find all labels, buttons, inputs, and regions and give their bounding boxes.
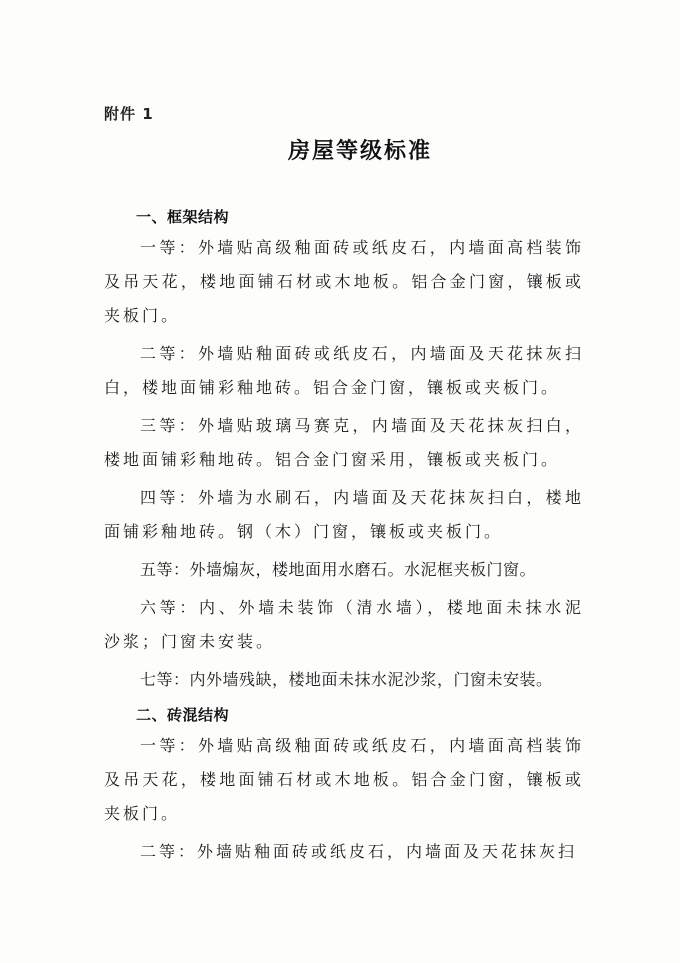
paragraph-frame-grade-3: 三等：外墙贴玻璃马赛克，内墙面及天花抹灰扫白，楼地面铺彩釉地砖。铝合金门窗采用，镶板或夹板门。 — [104, 416, 584, 469]
section-heading-frame: 一、框架结构 — [136, 208, 230, 226]
annex-label: 附件 1 — [104, 105, 154, 123]
paragraph-frame-grade-6: 六等：内、外墙未装饰（清水墙），楼地面未抹水泥沙浆；门窗未安装。 — [104, 598, 584, 651]
paragraph-frame-grade-4: 四等：外墙为水刷石，内墙面及天花抹灰扫白，楼地面铺彩釉地砖。钢（木）门窗，镶板或夹板门。 — [104, 488, 584, 541]
paragraph-frame-grade-5: 五等：外墙煽灰，楼地面用水磨石。水泥框夹板门窗。 — [140, 560, 537, 579]
paragraph-brick-grade-1: 一等：外墙贴高级釉面砖或纸皮石，内墙面高档装饰及吊天花，楼地面铺石材或木地板。铝合金门窗，镶板或夹板门。 — [104, 736, 584, 823]
document-body — [104, 203, 584, 873]
paragraph-brick-grade-2: 二等：外墙贴釉面砖或纸皮石，内墙面及天花抹灰扫 — [140, 842, 578, 861]
paragraph-frame-grade-2: 二等：外墙贴釉面砖或纸皮石，内墙面及天花抹灰扫白，楼地面铺彩釉地砖。铝合金门窗，镶板或夹板门。 — [104, 344, 584, 397]
paragraph-frame-grade-7: 七等：内外墙残缺，楼地面未抹水泥沙浆，门窗未安装。 — [140, 670, 553, 689]
paragraph-frame-grade-1: 一等：外墙贴高级釉面砖或纸皮石，内墙面高档装饰及吊天花，楼地面铺石材或木地板。铝合金门窗，镶板或夹板门。 — [104, 238, 584, 325]
section-heading-brick: 二、砖混结构 — [136, 706, 230, 724]
page-title: 房屋等级标准 — [287, 138, 432, 164]
